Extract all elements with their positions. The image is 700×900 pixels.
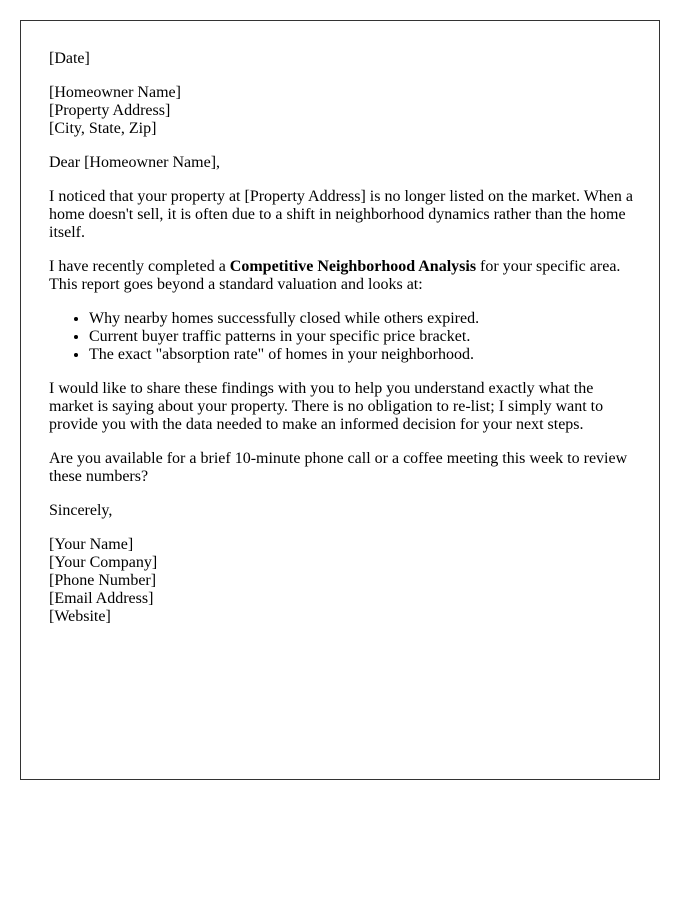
analysis-title: Competitive Neighborhood Analysis xyxy=(229,258,477,275)
bullet-item: • The exact "absorption rate" of homes in your neighborhood. xyxy=(89,346,639,364)
salutation: Dear [Homeowner Name], xyxy=(49,154,221,171)
signature-name: [Your Name] xyxy=(49,536,134,553)
bullet-item: • Current buyer traffic patterns in your specific price bracket. xyxy=(89,328,639,346)
signature-block xyxy=(49,536,639,626)
analysis-bullet-list xyxy=(49,310,639,364)
closing: Sincerely, xyxy=(49,502,113,519)
paragraph-intro: I noticed that your property at [Property Address] is no longer listed on the market. When a home doesn't sell, it is often due to a shift in neighborhood dynamics rather than the home itself. xyxy=(49,188,633,241)
paragraph-analysis xyxy=(49,258,639,294)
signature-phone: [Phone Number] xyxy=(49,572,157,589)
signature-company: [Your Company] xyxy=(49,554,158,571)
paragraph-call-to-action: Are you available for a brief 10-minute phone call or a coffee meeting this week to review these numbers? xyxy=(49,450,628,485)
paragraph-analysis-before: I have recently completed a xyxy=(49,258,230,275)
recipient-block xyxy=(49,84,639,138)
signature-website: [Website] xyxy=(49,608,111,625)
letter-frame xyxy=(20,20,660,780)
letter-body xyxy=(49,50,639,642)
bullet-item: • Why nearby homes successfully closed while others expired. xyxy=(89,310,639,328)
letter-date: [Date] xyxy=(49,50,90,67)
recipient-city-state-zip: [City, State, Zip] xyxy=(49,120,157,137)
paragraph-analysis-after: for your specific area. This report goes beyond a standard valuation and looks at: xyxy=(49,258,621,293)
recipient-name: [Homeowner Name] xyxy=(49,84,181,101)
signature-email: [Email Address] xyxy=(49,590,154,607)
recipient-address: [Property Address] xyxy=(49,102,171,119)
paragraph-findings: I would like to share these findings with you to help you understand exactly what the market is saying about your property. There is no obligation to re-list; I simply want to provide you with the data needed to make an informed decision for your next steps. xyxy=(49,380,604,433)
